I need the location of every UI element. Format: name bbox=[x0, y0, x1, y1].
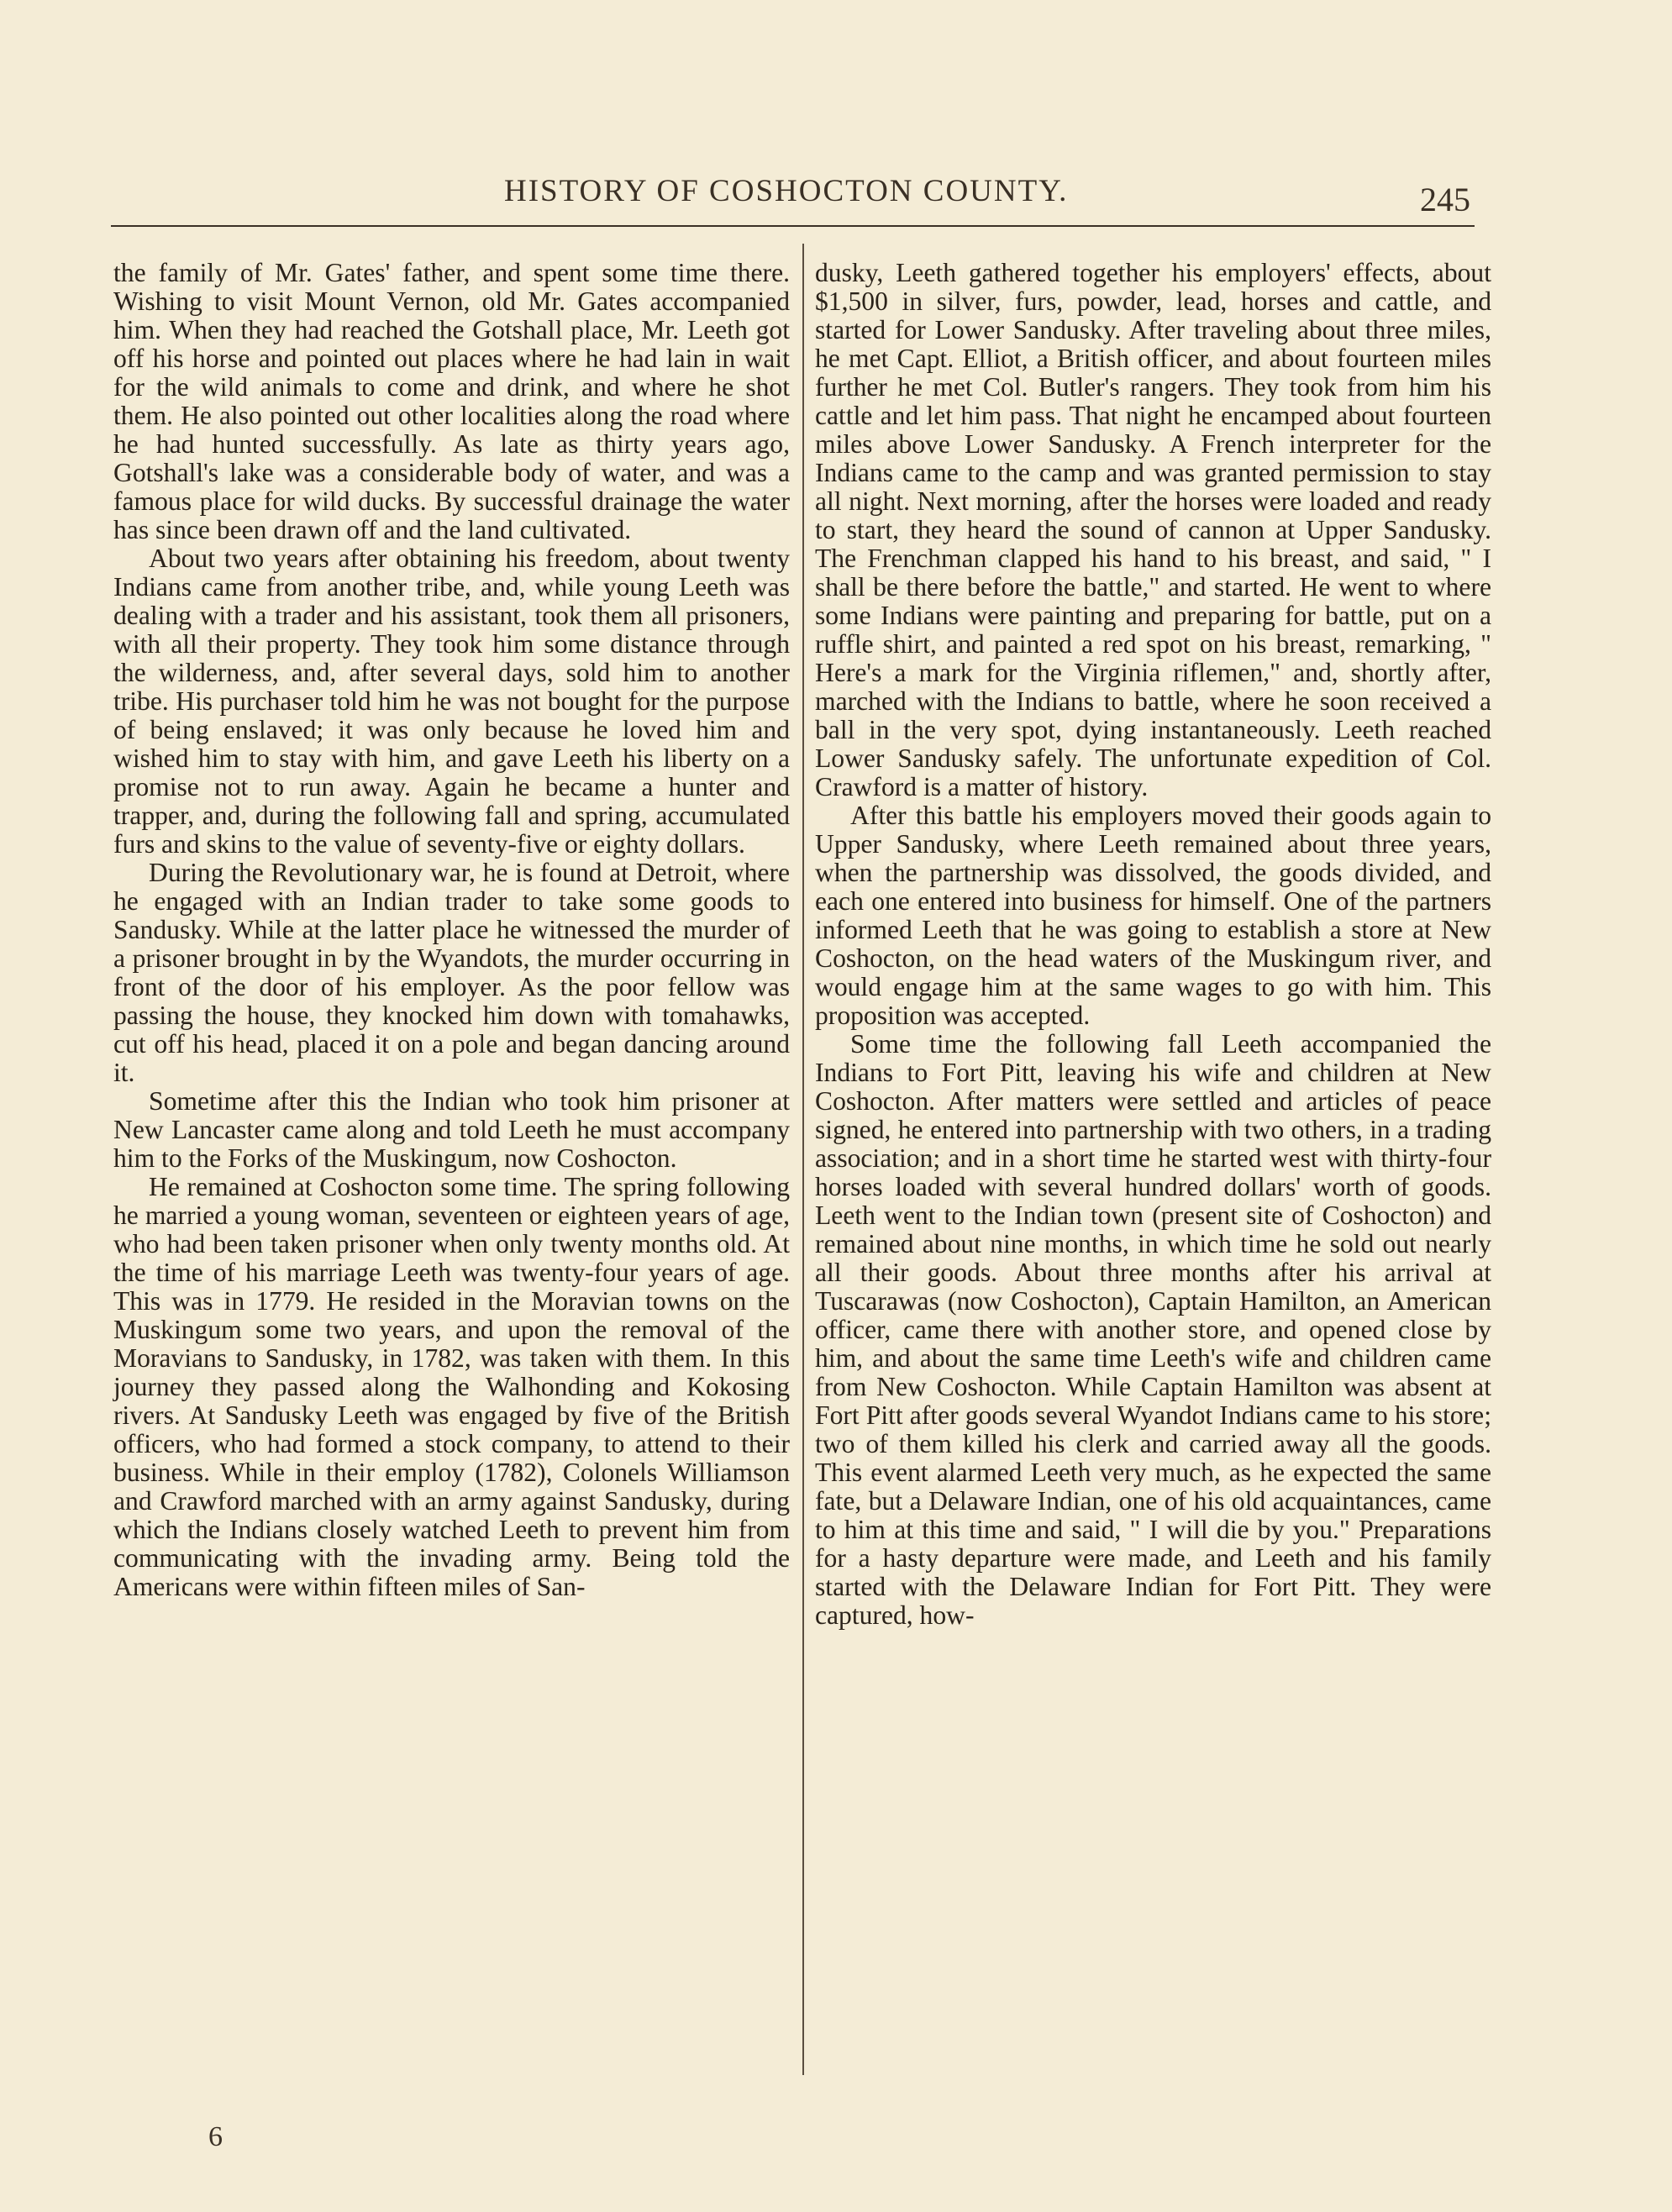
paragraph: Some time the following fall Leeth accompanied the Indians to Fort Pitt, leaving his wife and children at New Coshocton. After matters were settled and articles of peace signed, he entered into partnership with two others, in a trading association; and in a short time he started west with thirty-four horses loaded with several hundred dollars' worth of goods. Leeth went to the Indian town (present site of Coshocton) and remained about nine months, in which time he sold out nearly all their goods. About three months after his arrival at Tuscarawas (now Coshocton), Captain Hamilton, an American officer, came there with another store, and opened close by him, and about the same time Leeth's wife and children came from New Coshocton. While Captain Hamilton was absent at Fort Pitt after goods several Wyandot Indians came to his store; two of them killed his clerk and carried away all the goods. This event alarmed Leeth very much, as he expected the same fate, but a Delaware Indian, one of his old acquaintances, came to him at this time and said, " I will die by you." Preparations for a hasty departure were made, and Leeth and his family started with the Delaware Indian for Fort Pitt. They were captured, how- bbox=[815, 1029, 1491, 1630]
right-column bbox=[815, 259, 1491, 1630]
left-column bbox=[113, 259, 790, 1601]
column-divider bbox=[802, 244, 804, 2075]
paragraph: During the Revolutionary war, he is found at Detroit, where he engaged with an Indian trader to take some goods to Sandusky. While at the latter place he witnessed the murder of a prisoner brought in by the Wyandots, the murder occurring in front of the door of his employer. As the poor fellow was passing the house, they knocked him down with tomahawks, cut off his head, placed it on a pole and began dancing around it. bbox=[113, 858, 790, 1087]
page-number: 245 bbox=[1420, 181, 1470, 218]
paragraph: About two years after obtaining his freedom, about twenty Indians came from another tribe, and, while young Leeth was dealing with a trader and his assistant, took them all prisoners, with all their property. They took him some distance through the wilderness, and, after several days, sold him to another tribe. His purchaser told him he was not bought for the purpose of being enslaved; it was only because he loved him and wished him to stay with him, and gave Leeth his liberty on a promise not to run away. Again he became a hunter and trapper, and, during the following fall and spring, accumulated furs and skins to the value of seventy-five or eighty dollars. bbox=[113, 544, 790, 859]
paragraph: the family of Mr. Gates' father, and spent some time there. Wishing to visit Mount Vernon, old Mr. Gates accompanied him. When they had reached the Gotshall place, Mr. Leeth got off his horse and pointed out places where he had lain in wait for the wild animals to come and drink, and where he shot them. He also pointed out other localities along the road where he had hunted successfully. As late as thirty years ago, Gotshall's lake was a considerable body of water, and was a famous place for wild ducks. By successful drainage the water has since been drawn off and the land cultivated. bbox=[113, 258, 790, 544]
paragraph: After this battle his employers moved their goods again to Upper Sandusky, where Leeth remained about three years, when the partnership was dissolved, the goods divided, and each one entered into business for himself. One of the partners informed Leeth that he was going to establish a store at New Coshocton, on the head waters of the Muskingum river, and would engage him at the same wages to go with him. This proposition was accepted. bbox=[815, 801, 1491, 1030]
paragraph: Sometime after this the Indian who took him prisoner at New Lancaster came along and told Leeth he must accompany him to the Forks of the Muskingum, now Coshocton. bbox=[113, 1086, 790, 1173]
running-title: HISTORY OF COSHOCTON COUNTY. bbox=[504, 174, 1069, 208]
header-rule bbox=[111, 225, 1475, 227]
paragraph: He remained at Coshocton some time. The spring following he married a young woman, seventeen or eighteen years of age, who had been taken prisoner when only twenty months old. At the time of his marriage Leeth was twenty-four years of age. This was in 1779. He resided in the Moravian towns on the Muskingum some two years, and upon the removal of the Moravians to Sandusky, in 1782, was taken with them. In this journey they passed along the Walhonding and Kokosing rivers. At Sandusky Leeth was engaged by five of the British officers, who had formed a stock company, to attend to their business. While in their employ (1782), Colonels Williamson and Crawford marched with an army against Sandusky, during which the Indians closely watched Leeth to prevent him from communicating with the invading army. Being told the Americans were within fifteen miles of San- bbox=[113, 1172, 790, 1601]
paragraph: dusky, Leeth gathered together his employers' effects, about $1,500 in silver, furs, powder, lead, horses and cattle, and started for Lower Sandusky. After traveling about three miles, he met Capt. Elliot, a British officer, and about fourteen miles further he met Col. Butler's rangers. They took from him his cattle and let him pass. That night he encamped about fourteen miles above Lower Sandusky. A French interpreter for the Indians came to the camp and was granted permission to stay all night. Next morning, after the horses were loaded and ready to start, they heard the sound of cannon at Upper Sandusky. The Frenchman clapped his hand to his breast, and said, " I shall be there before the battle," and started. He went to where some Indians were painting and preparing for battle, put on a ruffle shirt, and painted a red spot on his breast, remarking, " Here's a mark for the Virginia riflemen," and, shortly after, marched with the Indians to battle, where he soon received a ball in the very spot, dying instantaneously. Leeth reached Lower Sandusky safely. The unfortunate expedition of Col. Crawford is a matter of history. bbox=[815, 258, 1491, 801]
signature-mark: 6 bbox=[208, 2121, 223, 2152]
